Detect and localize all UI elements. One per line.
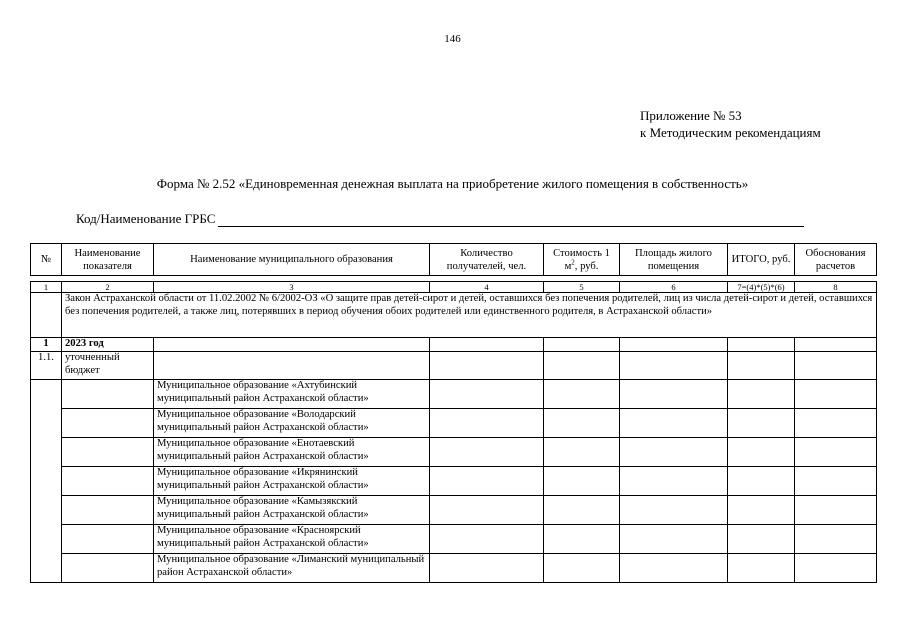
- appendix-line-1: Приложение № 53: [640, 108, 742, 123]
- municipality-name: Муниципальное образование «Лиманский муниципальный район Астраханской области»: [154, 554, 430, 583]
- header-recipients: Количество получателей, чел.: [430, 244, 544, 276]
- budget-row: [31, 352, 877, 380]
- municipality-row: [31, 554, 877, 583]
- municipality-row: [31, 496, 877, 525]
- empty-cell: [544, 554, 620, 583]
- empty-cell: [728, 380, 795, 409]
- header-num: №: [31, 244, 62, 276]
- empty-cell: [620, 380, 728, 409]
- municipality-row: [31, 525, 877, 554]
- grbs-field: [76, 211, 804, 227]
- column-number-row: [31, 282, 877, 293]
- report-table: [30, 243, 877, 583]
- empty-cell: [620, 352, 728, 380]
- page-number: 146: [444, 33, 461, 45]
- empty-cell: [795, 352, 877, 380]
- empty-cell: [154, 352, 430, 380]
- empty-cell: [795, 467, 877, 496]
- empty-cell: [795, 554, 877, 583]
- empty-cell: [728, 438, 795, 467]
- law-row: [31, 293, 877, 338]
- municipality-name: Муниципальное образование «Ахтубинский муниципальный район Астраханской области»: [154, 380, 430, 409]
- empty-cell: [544, 338, 620, 352]
- year-row: [31, 338, 877, 352]
- municipality-name: Муниципальное образование «Икрянинский муниципальный район Астраханской области»: [154, 467, 430, 496]
- municipality-name: Муниципальное образование «Камызякский муниципальный район Астраханской области»: [154, 496, 430, 525]
- empty-cell: [544, 380, 620, 409]
- municipality-name: Муниципальное образование «Красноярский муниципальный район Астраханской области»: [154, 525, 430, 554]
- column-number: 8: [795, 282, 877, 293]
- empty-cell: [544, 438, 620, 467]
- column-number: 2: [62, 282, 154, 293]
- municipality-row: [31, 380, 877, 409]
- column-number: 3: [154, 282, 430, 293]
- empty-cell: [544, 525, 620, 554]
- empty-cell: [544, 352, 620, 380]
- year-label: 2023 год: [62, 338, 154, 352]
- budget-label: уточненный бюджет: [62, 352, 154, 380]
- empty-cell: [430, 467, 544, 496]
- empty-cell: [728, 352, 795, 380]
- empty-cell: [430, 438, 544, 467]
- empty-cell: [430, 496, 544, 525]
- empty-cell: [795, 409, 877, 438]
- header-municipality: Наименование муниципального образования: [154, 244, 430, 276]
- empty-cell: [430, 380, 544, 409]
- empty-cell: [544, 409, 620, 438]
- empty-cell: [62, 467, 154, 496]
- column-number: 1: [31, 282, 62, 293]
- empty-cell: [544, 496, 620, 525]
- empty-cell: [620, 554, 728, 583]
- empty-cell: [154, 338, 430, 352]
- empty-cell: [728, 338, 795, 352]
- form-title: Форма № 2.52 «Единовременная денежная выплата на приобретение жилого помещения в собственность»: [156, 176, 749, 191]
- empty-cell: [620, 467, 728, 496]
- appendix-note: [640, 107, 821, 141]
- municipality-row: [31, 409, 877, 438]
- grbs-label: Код/Наименование ГРБС: [76, 211, 216, 226]
- empty-cell: [728, 525, 795, 554]
- column-number: 6: [620, 282, 728, 293]
- empty-cell: [430, 338, 544, 352]
- empty-cell: [62, 554, 154, 583]
- empty-cell: [620, 338, 728, 352]
- appendix-line-2: к Методическим рекомендациям: [640, 125, 821, 140]
- empty-cell: [430, 352, 544, 380]
- municipality-row: [31, 467, 877, 496]
- municipality-num-cell: [31, 380, 62, 583]
- empty-cell: [62, 409, 154, 438]
- empty-cell: [620, 409, 728, 438]
- empty-cell: [795, 525, 877, 554]
- empty-cell: [430, 409, 544, 438]
- header-basis: Обоснования расчетов: [795, 244, 877, 276]
- empty-cell: [62, 380, 154, 409]
- budget-num: 1.1.: [31, 352, 62, 380]
- header-cost-pre: Стоимость 1 м: [553, 247, 610, 272]
- empty-cell: [62, 496, 154, 525]
- empty-cell: [728, 467, 795, 496]
- municipality-name: Муниципальное образование «Енотаевский муниципальный район Астраханской области»: [154, 438, 430, 467]
- header-indicator: Наименование показателя: [62, 244, 154, 276]
- grbs-fill-line: [218, 212, 804, 227]
- header-cost: [544, 244, 620, 276]
- empty-cell: [728, 554, 795, 583]
- empty-cell: [795, 380, 877, 409]
- empty-cell: [544, 467, 620, 496]
- header-total: ИТОГО, руб.: [728, 244, 795, 276]
- empty-cell: [620, 438, 728, 467]
- header-cost-sup: 2: [571, 257, 575, 266]
- empty-cell: [728, 409, 795, 438]
- column-number: 4: [430, 282, 544, 293]
- empty-cell: [620, 496, 728, 525]
- year-num: 1: [31, 338, 62, 352]
- municipality-name: Муниципальное образование «Володарский муниципальный район Астраханской области»: [154, 409, 430, 438]
- empty-cell: [795, 438, 877, 467]
- empty-cell: [795, 338, 877, 352]
- empty-cell: [62, 438, 154, 467]
- empty-cell: [620, 525, 728, 554]
- empty-cell: [430, 554, 544, 583]
- empty-cell: [795, 496, 877, 525]
- law-text: Закон Астраханской области от 11.02.2002 № 6/2002-ОЗ «О защите прав детей-сирот и детей, оставшихся без попечения родителей, лиц из числа детей-сирот и детей, оставшихся без попечения родителей, а также лиц, потерявших в период обучения обоих родителей или единственного родителя, в Астраханской области»: [62, 293, 877, 338]
- empty-cell: [728, 496, 795, 525]
- header-row: [31, 244, 877, 276]
- empty-cell: [62, 525, 154, 554]
- empty-cell: [430, 525, 544, 554]
- header-area: Площадь жилого помещения: [620, 244, 728, 276]
- header-cost-post: , руб.: [574, 260, 599, 272]
- municipality-row: [31, 438, 877, 467]
- column-number: 5: [544, 282, 620, 293]
- law-num-cell: [31, 293, 62, 338]
- column-number: 7=(4)*(5)*(6): [728, 282, 795, 293]
